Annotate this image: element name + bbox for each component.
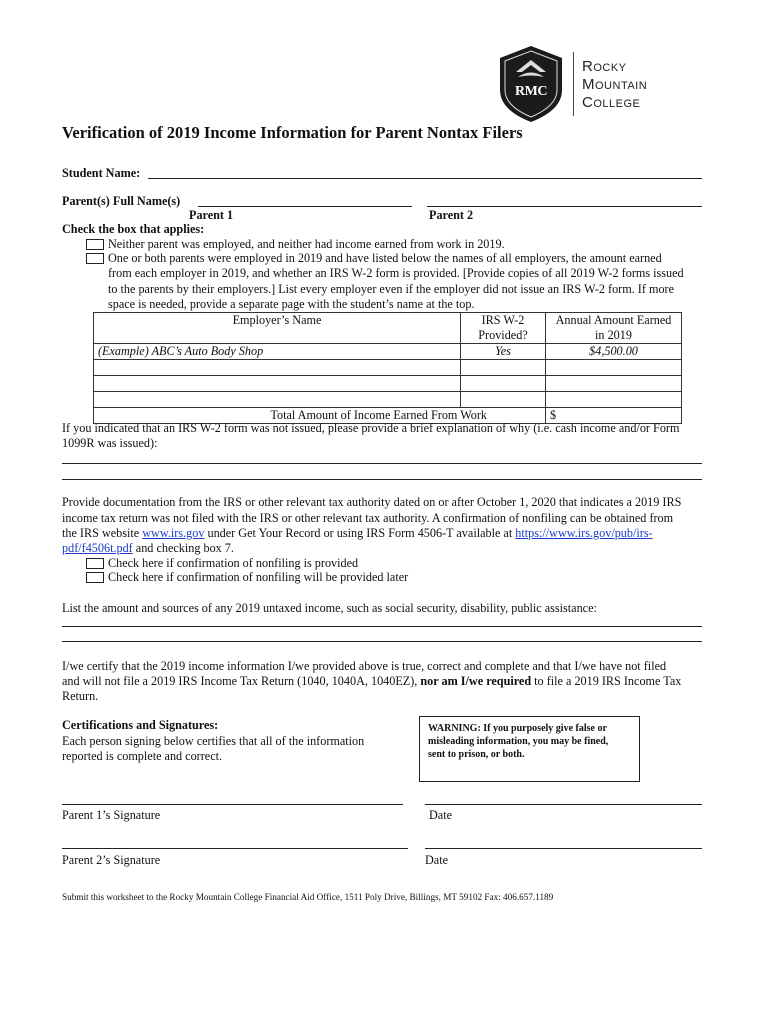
table-row [94, 392, 682, 408]
parent2-date-field[interactable] [425, 848, 702, 849]
parent1-date-field[interactable] [425, 804, 702, 805]
certify-line-1: I/we certify that the 2019 income information I/we provided above is true, correct and complete and that I/we have not filed [62, 659, 667, 673]
warning-line-1: WARNING: If you purposely give false or [428, 723, 607, 734]
parents-full-names-label: Parent(s) Full Name(s) [62, 194, 181, 208]
annual-amount-header [546, 313, 682, 344]
college-logo [496, 44, 686, 124]
total-label: Total Amount of Income Earned From Work [270, 408, 487, 422]
form-4506t-link-part-1[interactable]: https://www.irs.gov/pub/irs- [515, 526, 653, 540]
w2-cell[interactable] [461, 360, 546, 376]
w2-header-line-2: Provided? [478, 328, 528, 342]
w2-explanation-field-2[interactable] [62, 479, 702, 480]
documentation-line-1: Provide documentation from the IRS or other relevant tax authority dated on or after October 1, 2020 that indicates a 2019 IRS [62, 495, 682, 509]
warning-line-3: sent to prison, or both. [428, 749, 525, 760]
nonfiling-later-label: Check here if confirmation of nonfiling will be provided later [108, 570, 409, 584]
employed-label-line-3: to the parents by their employers.] List every employer even if the employer did not issue an IRS W-2 form. If more [108, 282, 675, 296]
warning-box [419, 716, 640, 782]
amount-cell[interactable] [546, 376, 682, 392]
irs-website-link[interactable]: www.irs.gov [142, 526, 205, 540]
documentation-line-4 [62, 541, 234, 556]
employed-label-line-4: space is needed, provide a separate page with the student’s name at the top. [108, 297, 475, 311]
table-header-row [94, 313, 682, 344]
documentation-line-2: income tax return was not filed with the IRS or other relevant tax authority. A confirmation of nonfiling can be obtained from [62, 511, 674, 525]
example-amount-cell: $4,500.00 [546, 344, 682, 360]
documentation-line-3-middle: under Get Your Record or using IRS Form 4506-T available at [204, 526, 516, 540]
student-name-label: Student Name: [62, 166, 141, 180]
w2-cell[interactable] [461, 392, 546, 408]
w2-explanation-line-1: If you indicated that an IRS W-2 form was not issued, please provide a brief explanation of why (i.e. cash income and/or Form [62, 421, 680, 435]
total-value: $ [550, 408, 557, 422]
parent1-name-field[interactable] [198, 206, 412, 207]
employer-name-header-text: Employer’s Name [232, 313, 322, 327]
student-name-field[interactable] [148, 178, 702, 179]
logo-name-line-2: Mountain [582, 76, 648, 93]
employer-name-header [94, 313, 461, 344]
amount-cell[interactable] [546, 360, 682, 376]
w2-explanation-field-1[interactable] [62, 463, 702, 464]
signatures-heading: Certifications and Signatures: [62, 718, 219, 732]
parent1-date-label: Date [429, 808, 453, 822]
parent2-signature-field[interactable] [62, 848, 408, 849]
amount-header-line-1: Annual Amount Earned [555, 313, 672, 327]
nonfiling-provided-checkbox[interactable] [86, 558, 104, 569]
logo-name-line-1: Rocky [582, 58, 627, 75]
employer-cell[interactable] [94, 376, 461, 392]
logo-divider [573, 52, 574, 116]
table-row-example [94, 344, 682, 360]
nonfiling-provided-label: Check here if confirmation of nonfiling is provided [108, 556, 359, 570]
documentation-line-3 [62, 526, 653, 541]
example-w2-cell: Yes [461, 344, 546, 360]
signatures-desc-line-1: Each person signing below certifies that all of the information [62, 734, 365, 748]
logo-shield-text: RMC [515, 84, 547, 99]
w2-provided-header [461, 313, 546, 344]
parent2-signature-label: Parent 2’s Signature [62, 853, 161, 867]
neither-employed-checkbox[interactable] [86, 239, 104, 250]
employed-checkbox[interactable] [86, 253, 104, 264]
untaxed-income-field-1[interactable] [62, 626, 702, 627]
logo-college-name [582, 58, 647, 112]
table-row [94, 376, 682, 392]
amount-header-line-2: in 2019 [595, 328, 632, 342]
page-title: Verification of 2019 Income Information for Parent Nontax Filers [62, 123, 523, 142]
parent1-label: Parent 1 [189, 208, 234, 222]
footer-submit-note: Submit this worksheet to the Rocky Mountain College Financial Aid Office, 1511 Poly Drive, Billings, MT 59102 Fax: 406.657.1189 [62, 892, 554, 902]
employer-cell[interactable] [94, 360, 461, 376]
certify-line-2-end: to file a 2019 IRS Income Tax [531, 674, 682, 688]
certify-line-3: Return. [62, 689, 99, 703]
neither-employed-label: Neither parent was employed, and neither had income earned from work in 2019. [108, 237, 505, 251]
w2-header-line-1: IRS W-2 [481, 313, 525, 327]
certify-line-2-start: and will not file a 2019 IRS Income Tax Return (1040, 1040A, 1040EZ), [62, 674, 421, 688]
parent2-date-label: Date [425, 853, 449, 867]
documentation-line-4-end: and checking box 7. [132, 541, 234, 555]
form-4506t-link-part-2[interactable]: pdf/f4506t.pdf [62, 541, 133, 555]
documentation-line-3-start: the IRS website [62, 526, 143, 540]
parent1-signature-label: Parent 1’s Signature [62, 808, 161, 822]
warning-line-2: misleading information, you may be fined, [428, 736, 609, 747]
parent2-label: Parent 2 [429, 208, 474, 222]
w2-cell[interactable] [461, 376, 546, 392]
untaxed-income-field-2[interactable] [62, 641, 702, 642]
employed-label-line-2: from each employer in 2019, and whether an IRS W-2 form is provided. [Provide copies of all 2019 W-2 forms issued [108, 266, 684, 280]
logo-name-line-3: College [582, 94, 641, 111]
check-box-heading: Check the box that applies: [62, 222, 205, 236]
certify-line-2 [62, 674, 681, 689]
untaxed-income-prompt: List the amount and sources of any 2019 untaxed income, such as social security, disability, public assistance: [62, 601, 597, 615]
parent1-signature-field[interactable] [62, 804, 403, 805]
parent2-name-field[interactable] [427, 206, 702, 207]
employer-cell[interactable] [94, 392, 461, 408]
amount-cell[interactable] [546, 392, 682, 408]
example-employer-cell: (Example) ABC’s Auto Body Shop [94, 344, 461, 360]
certify-line-2-bold: nor am I/we required [420, 674, 532, 688]
employer-table [93, 312, 682, 424]
signatures-desc-line-2: reported is complete and correct. [62, 749, 223, 763]
table-row [94, 360, 682, 376]
w2-explanation-line-2: 1099R was issued): [62, 436, 158, 450]
employed-label-line-1: One or both parents were employed in 2019 and have listed below the names of all employers, the amount earned [108, 251, 662, 265]
nonfiling-later-checkbox[interactable] [86, 572, 104, 583]
